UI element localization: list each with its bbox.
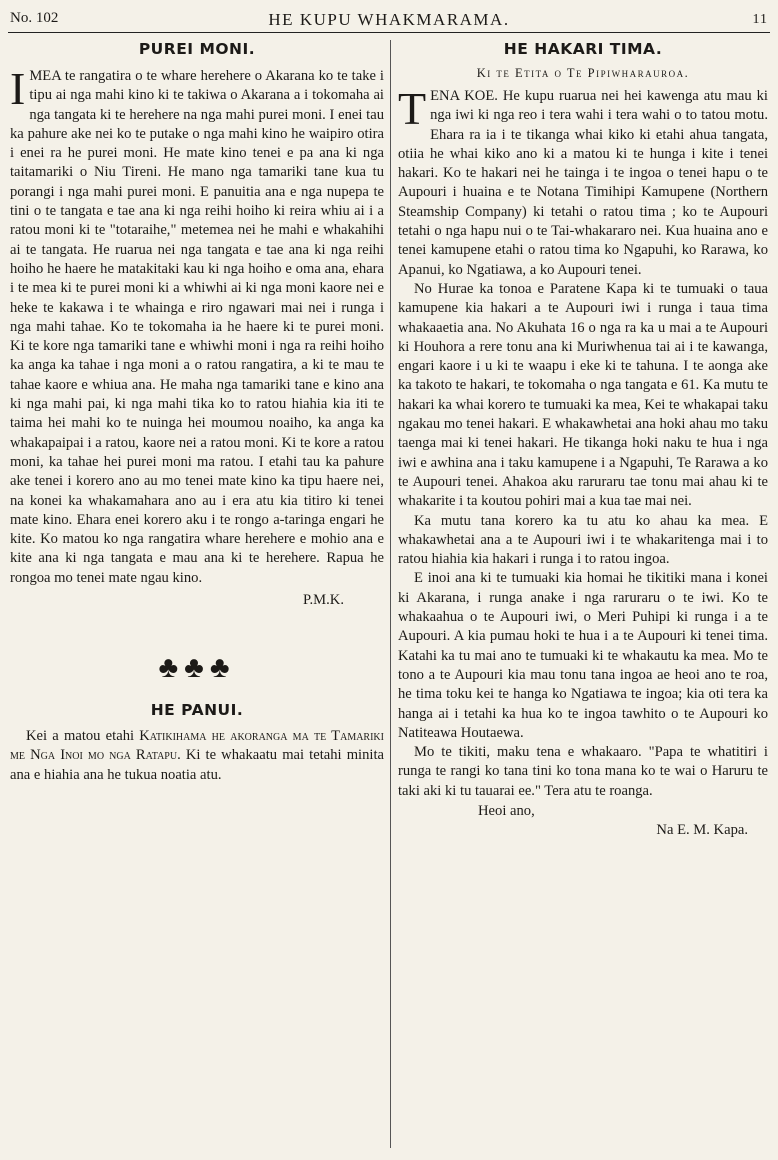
- letter-paragraph-4: E inoi ana ki te tumuaki kia homai he tikitiki mana i konei ki Akarana, i runga anake i nga raruraru o te iwi. Ko te whakaahua o te Aupouri iwi, o Meri Puhipi ki runga i a te Aupouri. A kia pumau hoki te hua i a te Aupouri ki tenei tima. Katahi ka tu mai ano te tumuaki ki te whakautu ka mea. Mo te tono a te Aupouri kia mau tonu tana ingoa ae heoi ano te roa, he tima toku kei te hanga ko Ngatiawa te ingoa; kia oti tera ka hanga ai i tetahi ka hua ko te ingoa tawhito o te Aupouri ko Natiteawa Houtaewa.: [398, 570, 768, 741]
- notice-text-start: Kei a matou etahi: [26, 728, 140, 745]
- letter-salutation: Heoi ano,: [478, 802, 535, 819]
- letter-paragraph-2: No Hurae ka tonoa e Paratene Kapa ki te tumuaki o taua kamupene kia hakari a te Aupouri iwi i runga i taua tima whakaaetia ana. No Akuhata 16 o nga ra ka u mai a te Aupouri ki Houhora a rere tonu ana ki Muriwhenua tai ai i te kawanga, engari kaore i u ki te waapu i eke ki te tahuna. I te aonga ake ka takoto te hakari, te tokomaha o nga tangata e 61. Ka mutu te hakari ka whai korero te tumuaki ka mea, Kei te whakapai taku ngakau mo tenei hakari. E whakawhetai ana hoki ahau mo taku taenga mai ki tenei hakari. He tikanga hoki naku te hua i nga iwi e awhina ana i taku kamupene i a Ngapuhi, Te Rarawa a ko te Aupouri tenei. Ahakoa aku raruraru tae tonu mai ahau ki te whakarite i ta koutou pohiri mai a kua tae mai nei.: [398, 280, 768, 510]
- letter-address: Ki te Etita o Te Pipiwharauroa.: [476, 66, 690, 80]
- letter-text: ENA KOE. He kupu ruarua nei hei kawenga atu mau ki nga iwi ki nga reo i tera wahi i tera wahi o to tatou motu. Ehara ra ia i te tikanga whai kiko ki etahi ahua tangata, otiia he whai kiko ano ki a matou ki te hunga i kite i tenei hakari. Ko te hakari nei he tainga i te ingoa o tenei hapu o te Aupouri i huaina e te Notana Timihipi Kamupene (Northern Steamship Company) ki tetahi o ratou tima ; ko te Aupouri tetahi o nga hapu nui o te Tai-whakararo nei. Kua huaina ano e tenei kamupene etahi o ratou tima ko Ngapuhi, ko Rarawa, ko Apanui, ko Ngatiawa, a ko Aupouri tenei.: [398, 88, 768, 278]
- issue-number: No. 102: [10, 10, 59, 26]
- right-column: [398, 40, 768, 1154]
- letter-signature: Na E. M. Kapa.: [656, 821, 748, 838]
- article-text: MEA te rangatira o te whare herehere o Akarana ko te take i tipu ai nga mahi kino ki te takiwa o Akarana a i tokomaha ai nga tangata ki te herehere na nga mahi purei moni. I enei tau ka pahure ake nei ko te putake o nga mahi kino he waipiro otira i enei ra he purei moni. He mate kino tenei e pa ana ki nga taitamariki o Niu Tireni. He mano nga tamariki tane kua tu porangi i nga mahi purei moni. E panuitia ana e nga nupepa te tini o te tangata e tae ana ki nga reihi hoiho ki reira whiu ai i a ratou moni ki te "totaraihe," metemea nei he mahi e whakahihi ai te tangata. He ruarua nei nga tangata e tae ana ki nga reihi hoiho he haere he matakitaki kau ki nga hoiho e oma ana, ehara i te mea ki te purei moni ki a whiwhi ai ki nga moni kaore nei e heke te kakawa i te whainga e riro ngawari mai nei i runga i nga mahi tahae. Ko te tokomaha ia he haere ki te purei moni. Ki te kore nga tamariki tane e whiwhi moni i nga ra reihi hoiho ka anga ka tahae i nga moni a o ratou rangatira, a ki te mau te tahae kaore e whiua ana. He maha nga tamariki tane e kino ana ki nga mahi pai, ki nga mahi tika ko to ratou hiahia kia iti te taima hei mahi ko te nuinga hei moumou noaiho, ka anga ka whakapaipai i a ratou, kaore nei a ratou moni. Ki te kore a ratou moni, ka tahae hei purei moni ma ratou. I etahi tau ka pahure ake tenei i korero ano au mo tenei mate kino ka tipu haere nei, na konei ka whakamahara ano au i era atu kia titiro ki tenei mate kino. Ehara enei korero aku i te rongo a-taringa engari he kite. Ko matou ko nga rangatira whare herehere e mohio ana e kite ana ki nga tangata e mau ana ki te herehere. Rapua he rongoa mo tenei mate ngau kino.: [10, 68, 384, 586]
- notice-heading: HE PANUI.: [150, 701, 244, 720]
- letter-paragraph-3: Ka mutu tana korero ka tu atu ko ahau ka mea. E whakawhetai ana a te Aupouri iwi i te whakaritenga mai i to ratou hiahia kia hakari i runga i to ratou ingoa.: [398, 512, 768, 568]
- article-body-purei-moni: [10, 63, 384, 588]
- letter-paragraph-1: [398, 83, 768, 280]
- article-signature: P.M.K.: [303, 592, 344, 609]
- newspaper-title: HE KUPU WHAKMARAMA.: [268, 10, 510, 29]
- drop-cap: I: [10, 63, 26, 114]
- notice-text: [10, 727, 384, 785]
- left-column: [10, 40, 384, 1154]
- masthead: [8, 8, 770, 33]
- article-heading-hakari-tima: HE HAKARI TIMA.: [503, 40, 663, 58]
- notice-publications: Katikihama he akoranga ma te Tamariki me Nga Inoi mo nga Ratapu.: [10, 728, 384, 764]
- article-heading-purei-moni: PUREI MONI.: [138, 40, 256, 58]
- drop-cap: T: [398, 83, 427, 134]
- page-number: 11: [752, 12, 768, 27]
- club-ornament-icon: ♣♣♣: [158, 651, 236, 685]
- notice-text-end: Ki te whakaatu mai tetahi minita ana e hiahia ana he tukua noatia atu.: [10, 747, 384, 783]
- column-divider: [390, 40, 391, 1148]
- letter-paragraph-5: Mo te tikiti, maku tena e whakaaro. "Papa te whatitiri i runga te rangi ko tana tini ko tona mana ko te wai o Haruru te taki aki ki tu tauarai ee." Tera atu te roanga.: [398, 744, 768, 799]
